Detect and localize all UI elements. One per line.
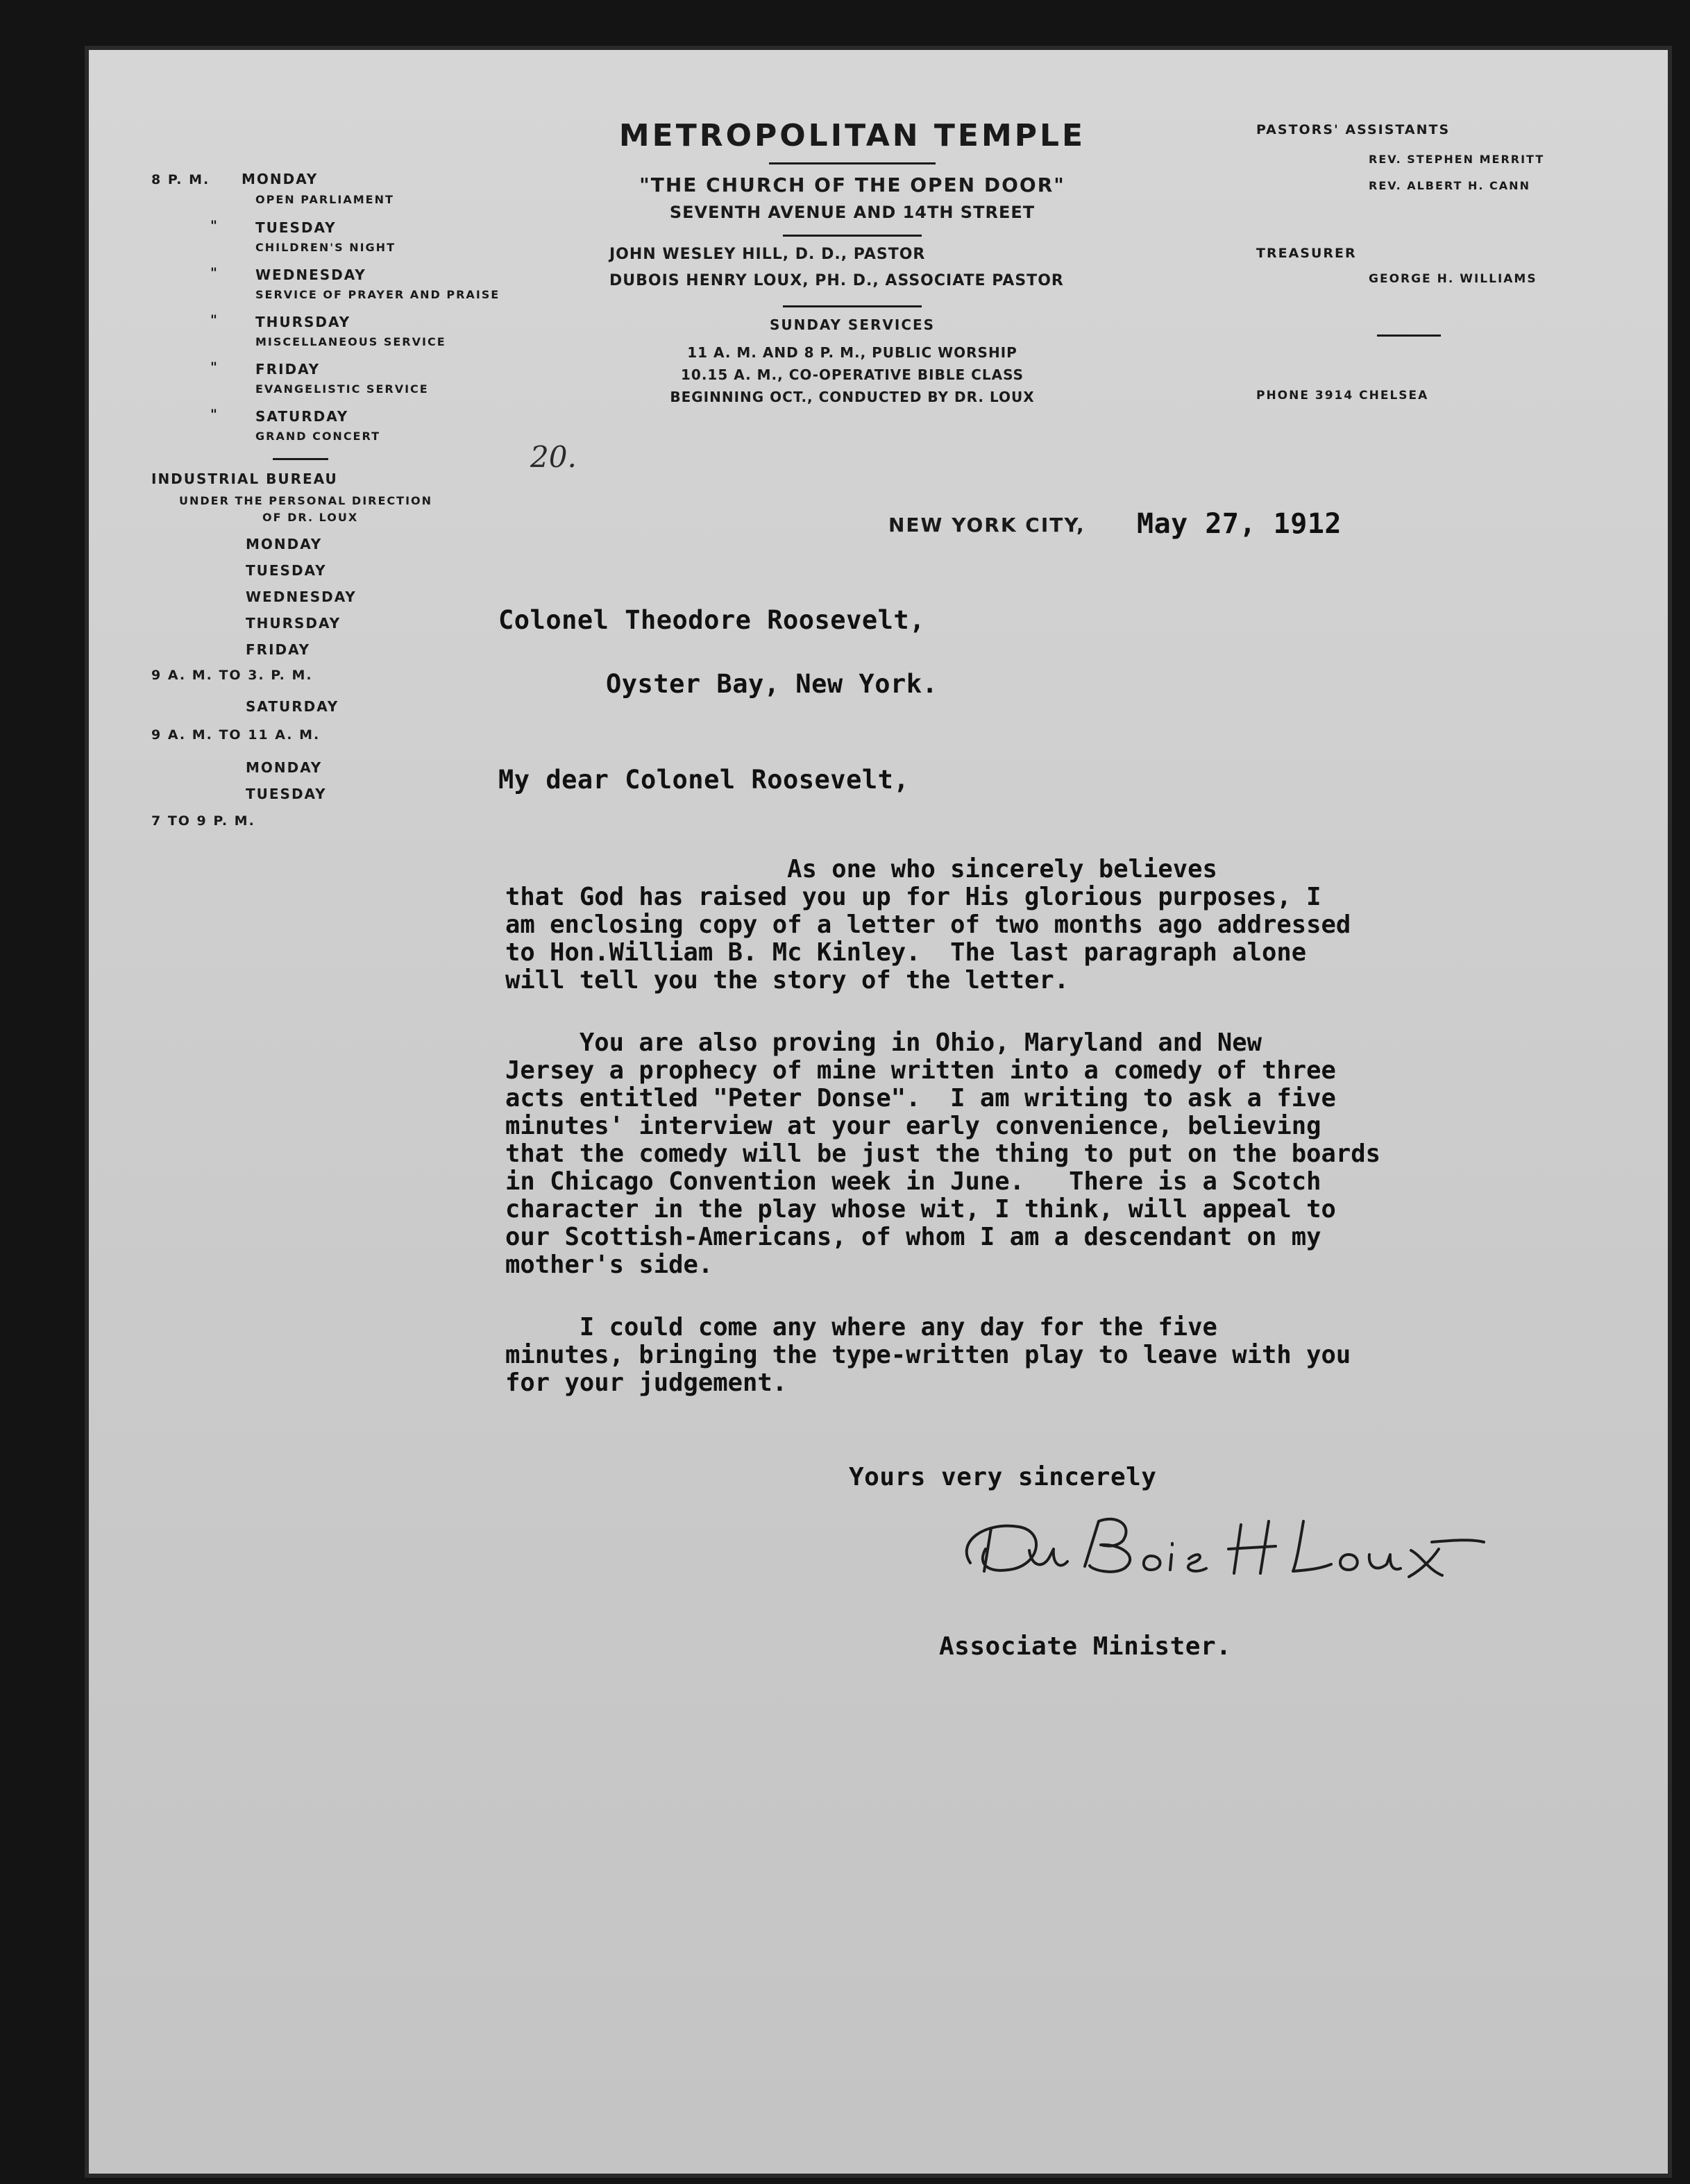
service-line: BEGINNING OCT., CONDUCTED BY DR. LOUX xyxy=(670,389,1035,405)
schedule-day: SATURDAY xyxy=(255,408,349,425)
place-line: NEW YORK CITY, xyxy=(888,514,1085,536)
signature xyxy=(943,1500,1498,1598)
associate-pastor-line: DUBOIS HENRY LOUX, PH. D., ASSOCIATE PASTOR xyxy=(609,272,1064,289)
bureau-day: FRIDAY xyxy=(246,641,311,658)
schedule-service: EVANGELISTIC SERVICE xyxy=(255,382,429,396)
body-line: am enclosing copy of a letter of two months ago addressed xyxy=(505,911,1351,939)
ditto-mark: " xyxy=(210,359,219,375)
body-line: As one who sincerely believes xyxy=(505,855,1217,883)
bureau-day: MONDAY xyxy=(246,759,323,776)
letter-date: May 27, 1912 xyxy=(1137,508,1342,540)
body-line: that God has raised you up for His glorious purposes, I xyxy=(505,883,1321,911)
recipient-address: Oyster Bay, New York. xyxy=(606,669,938,699)
assistants-title: PASTORS' ASSISTANTS xyxy=(1256,122,1451,137)
ditto-mark: " xyxy=(210,407,219,422)
recipient-name: Colonel Theodore Roosevelt, xyxy=(498,605,925,635)
bureau-day: TUESDAY xyxy=(246,786,327,802)
bureau-day: TUESDAY xyxy=(246,562,327,579)
body-line: that the comedy will be just the thing to put on the boards xyxy=(505,1140,1380,1168)
body-line: Jersey a prophecy of mine written into a comedy of three xyxy=(505,1056,1336,1085)
bureau-hours: 9 A. M. TO 3. P. M. xyxy=(151,668,313,683)
ditto-mark: " xyxy=(210,265,219,280)
service-line: 10.15 A. M., CO-OPERATIVE BIBLE CLASS xyxy=(681,366,1024,383)
schedule-day: TUESDAY xyxy=(255,219,337,236)
body-line: for your judgement. xyxy=(505,1369,788,1397)
schedule-day: MONDAY xyxy=(242,171,319,187)
body-line: acts entitled "Peter Donse". I am writing to ask a five xyxy=(505,1084,1336,1112)
schedule-service: OPEN PARLIAMENT xyxy=(255,193,394,206)
phone-number: PHONE 3914 CHELSEA xyxy=(1256,389,1429,403)
bureau-day: WEDNESDAY xyxy=(246,589,357,605)
schedule-time: 8 P. M. xyxy=(151,172,210,187)
bureau-hours: 7 TO 9 P. M. xyxy=(151,813,255,829)
schedule-day: WEDNESDAY xyxy=(255,266,366,283)
closing: Yours very sincerely xyxy=(849,1463,1157,1491)
church-name: METROPOLITAN TEMPLE xyxy=(618,118,1086,153)
body-line: You are also proving in Ohio, Maryland and New xyxy=(505,1028,1262,1057)
body-line: minutes, bringing the type-written play to leave with you xyxy=(505,1341,1351,1369)
body-line: character in the play whose wit, I think, will appeal to xyxy=(505,1195,1336,1224)
body-line: minutes' interview at your early convenience, believing xyxy=(505,1112,1321,1140)
schedule-service: MISCELLANEOUS SERVICE xyxy=(255,335,446,348)
bureau-subtitle: OF DR. LOUX xyxy=(262,511,359,524)
bureau-hours: 9 A. M. TO 11 A. M. xyxy=(151,727,321,743)
divider xyxy=(769,162,936,164)
body-line: will tell you the story of the letter. xyxy=(505,966,1070,994)
salutation: My dear Colonel Roosevelt, xyxy=(498,765,910,795)
church-address: SEVENTH AVENUE AND 14TH STREET xyxy=(669,203,1036,222)
assistant-name: REV. ALBERT H. CANN xyxy=(1369,179,1530,192)
bureau-subtitle: UNDER THE PERSONAL DIRECTION xyxy=(179,494,433,507)
body-line: mother's side. xyxy=(505,1251,713,1279)
letter-sheet xyxy=(89,50,1668,2174)
schedule-day: FRIDAY xyxy=(255,361,321,378)
treasurer-name: GEORGE H. WILLIAMS xyxy=(1369,272,1537,286)
divider xyxy=(783,235,922,237)
divider xyxy=(1377,335,1441,337)
services-title: SUNDAY SERVICES xyxy=(769,316,936,333)
body-line: I could come any where any day for the five xyxy=(505,1313,1217,1341)
body-line: in Chicago Convention week in June. There is a Scotch xyxy=(505,1167,1321,1196)
divider xyxy=(273,458,328,460)
schedule-service: SERVICE OF PRAYER AND PRAISE xyxy=(255,288,500,301)
page-annotation: 20. xyxy=(530,440,577,474)
schedule-service: GRAND CONCERT xyxy=(255,430,380,443)
service-line: 11 A. M. AND 8 P. M., PUBLIC WORSHIP xyxy=(687,344,1017,361)
signature-scribble xyxy=(943,1500,1498,1598)
ditto-mark: " xyxy=(210,218,219,233)
schedule-service: CHILDREN'S NIGHT xyxy=(255,241,396,254)
bureau-day: MONDAY xyxy=(246,536,323,552)
divider xyxy=(783,305,922,307)
body-line: our Scottish-Americans, of whom I am a descendant on my xyxy=(505,1223,1321,1251)
treasurer-title: TREASURER xyxy=(1256,246,1357,261)
schedule-day: THURSDAY xyxy=(255,314,351,330)
bureau-day: SATURDAY xyxy=(246,698,339,715)
pastor-line: JOHN WESLEY HILL, D. D., PASTOR xyxy=(609,246,926,263)
bureau-title: INDUSTRIAL BUREAU xyxy=(151,471,338,487)
ditto-mark: " xyxy=(210,312,219,328)
bureau-day: THURSDAY xyxy=(246,615,341,632)
body-line: to Hon.William B. Mc Kinley. The last paragraph alone xyxy=(505,938,1307,967)
assistant-name: REV. STEPHEN MERRITT xyxy=(1369,153,1545,166)
church-tagline: "THE CHURCH OF THE OPEN DOOR" xyxy=(639,173,1065,196)
signer-title: Associate Minister. xyxy=(939,1632,1232,1661)
